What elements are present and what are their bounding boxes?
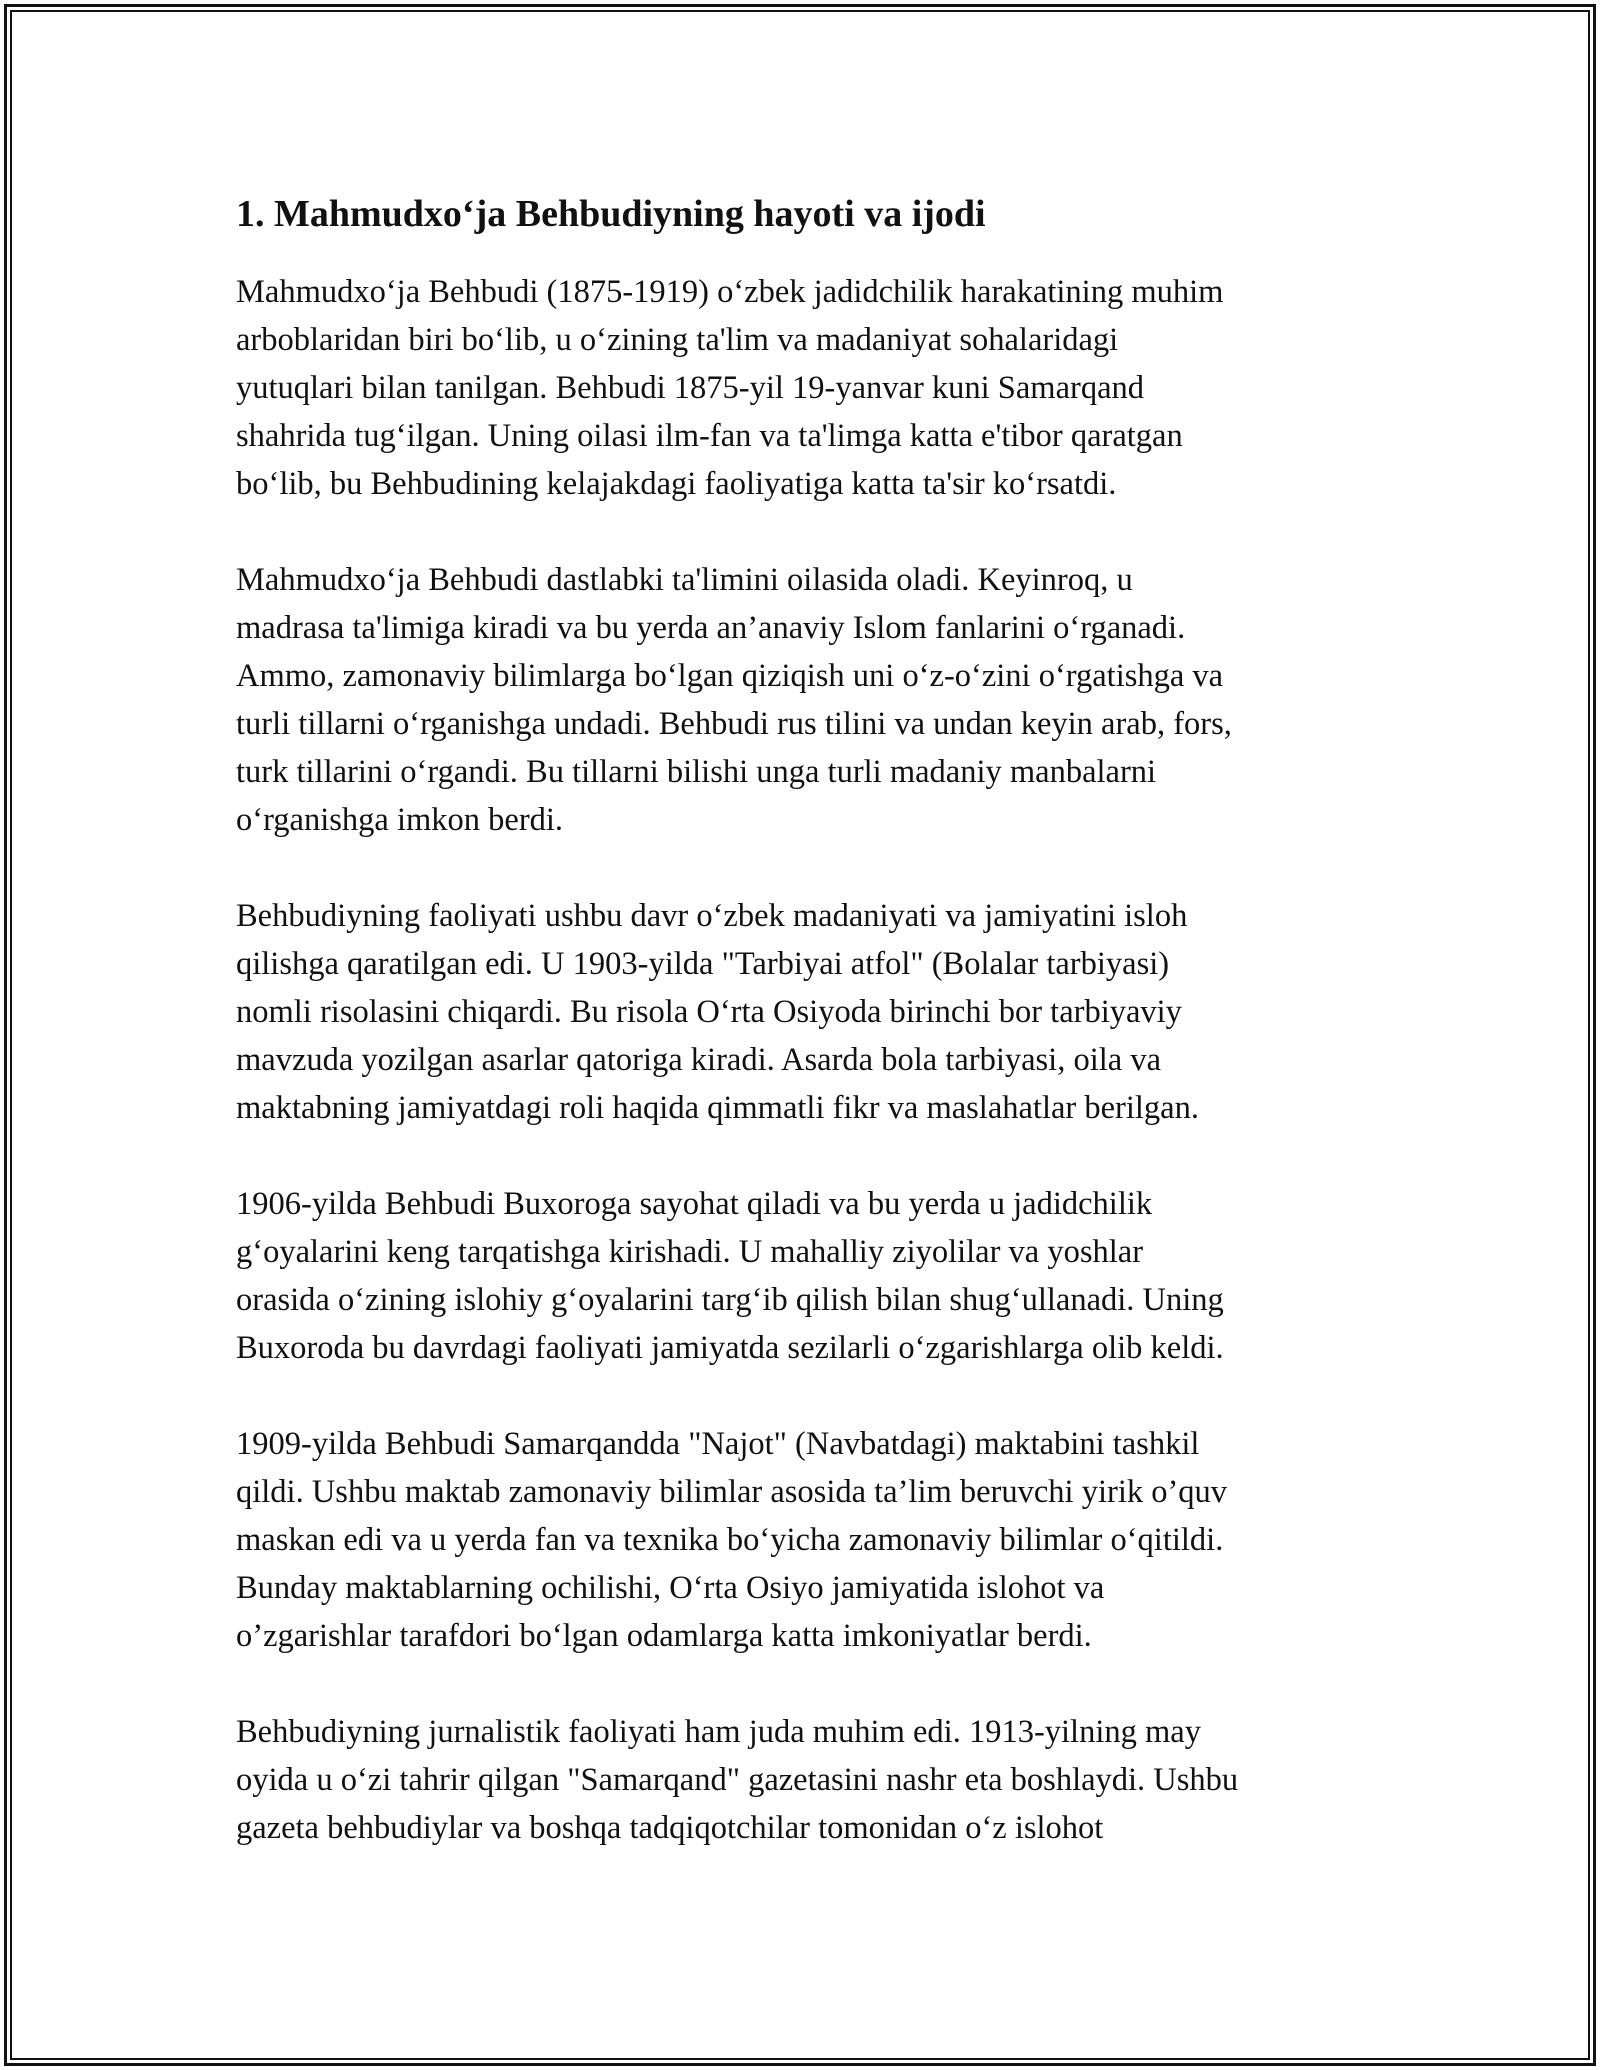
paragraph-5	[236, 1420, 1376, 1660]
paragraph-line: oyida u o‘zi tahrir qilgan "Samarqand" gazetasini nashr eta boshlaydi. Ushbu	[236, 1762, 1239, 1798]
paragraph-4	[236, 1180, 1376, 1372]
paragraph-line: turli tillarni o‘rganishga undadi. Behbudi rus tilini va undan keyin arab, fors,	[236, 706, 1232, 742]
paragraph-line: Mahmudxo‘ja Behbudi (1875-1919) o‘zbek jadidchilik harakatining muhim	[236, 274, 1224, 310]
paragraph-line: 1909-yilda Behbudi Samarqandda "Najot" (Navbatdagi) maktabini tashkil	[236, 1426, 1200, 1462]
paragraph-2	[236, 556, 1376, 844]
paragraph-line: qildi. Ushbu maktab zamonaviy bilimlar asosida ta’lim beruvchi yirik o’quv	[236, 1474, 1228, 1510]
paragraph-line: maskan edi va u yerda fan va texnika bo‘yicha zamonaviy bilimlar o‘qitildi.	[236, 1522, 1224, 1558]
paragraph-line: gazeta behbudiylar va boshqa tadqiqotchilar tomonidan o‘z islohot	[236, 1810, 1104, 1846]
paragraph-3	[236, 892, 1376, 1132]
paragraph-line: Mahmudxo‘ja Behbudi dastlabki ta'limini oilasida oladi. Keyinroq, u	[236, 562, 1133, 598]
paragraph-line: bo‘lib, bu Behbudining kelajakdagi faoliyatiga katta ta'sir ko‘rsatdi.	[236, 466, 1117, 502]
paragraph-line: shahrida tug‘ilgan. Uning oilasi ilm-fan va ta'limga katta e'tibor qaratgan	[236, 418, 1183, 454]
paragraph-line: 1906-yilda Behbudi Buxoroga sayohat qiladi va bu yerda u jadidchilik	[236, 1186, 1153, 1222]
paragraph-line: qilishga qaratilgan edi. U 1903-yilda "Tarbiyai atfol" (Bolalar tarbiyasi)	[236, 946, 1170, 982]
paragraph-line: Bunday maktablarning ochilishi, O‘rta Osiyo jamiyatida islohot va	[236, 1570, 1105, 1606]
paragraph-line: Buxoroda bu davrdagi faoliyati jamiyatda sezilarli o‘zgarishlarga olib keldi.	[236, 1330, 1224, 1366]
paragraph-line: o’zgarishlar tarafdori bo‘lgan odamlarga katta imkoniyatlar berdi.	[236, 1618, 1092, 1654]
paragraph-line: Ammo, zamonaviy bilimlarga bo‘lgan qiziqish uni o‘z-o‘zini o‘rgatishga va	[236, 658, 1224, 694]
paragraph-line: Behbudiyning faoliyati ushbu davr o‘zbek madaniyati va jamiyatini isloh	[236, 898, 1188, 934]
section-heading: 1. Mahmudxo‘ja Behbudiyning hayoti va ijodi	[236, 193, 986, 235]
paragraph-line: mavzuda yozilgan asarlar qatoriga kiradi. Asarda bola tarbiyasi, oila va	[236, 1042, 1161, 1078]
paragraph-6	[236, 1708, 1376, 1852]
paragraph-line: g‘oyalarini keng tarqatishga kirishadi. U mahalliy ziyolilar va yoshlar	[236, 1234, 1144, 1270]
paragraph-line: madrasa ta'limiga kiradi va bu yerda an’anaviy Islom fanlarini o‘rganadi.	[236, 610, 1186, 646]
paragraph-1	[236, 268, 1376, 508]
document-body	[236, 186, 1376, 1852]
paragraph-line: o‘rganishga imkon berdi.	[236, 802, 564, 838]
paragraph-line: yutuqlari bilan tanilgan. Behbudi 1875-yil 19-yanvar kuni Samarqand	[236, 370, 1145, 406]
paragraph-line: nomli risolasini chiqardi. Bu risola O‘rta Osiyoda birinchi bor tarbiyaviy	[236, 994, 1182, 1030]
paragraph-line: turk tillarini o‘rgandi. Bu tillarni bilishi unga turli madaniy manbalarni	[236, 754, 1157, 790]
paragraph-line: Behbudiyning jurnalistik faoliyati ham juda muhim edi. 1913-yilning may	[236, 1714, 1201, 1750]
paragraph-line: orasida o‘zining islohiy g‘oyalarini targ‘ib qilish bilan shug‘ullanadi. Uning	[236, 1282, 1224, 1318]
paragraph-line: maktabning jamiyatdagi roli haqida qimmatli fikr va maslahatlar berilgan.	[236, 1090, 1199, 1126]
paragraph-line: arboblaridan biri bo‘lib, u o‘zining ta'lim va madaniyat sohalaridagi	[236, 322, 1119, 358]
